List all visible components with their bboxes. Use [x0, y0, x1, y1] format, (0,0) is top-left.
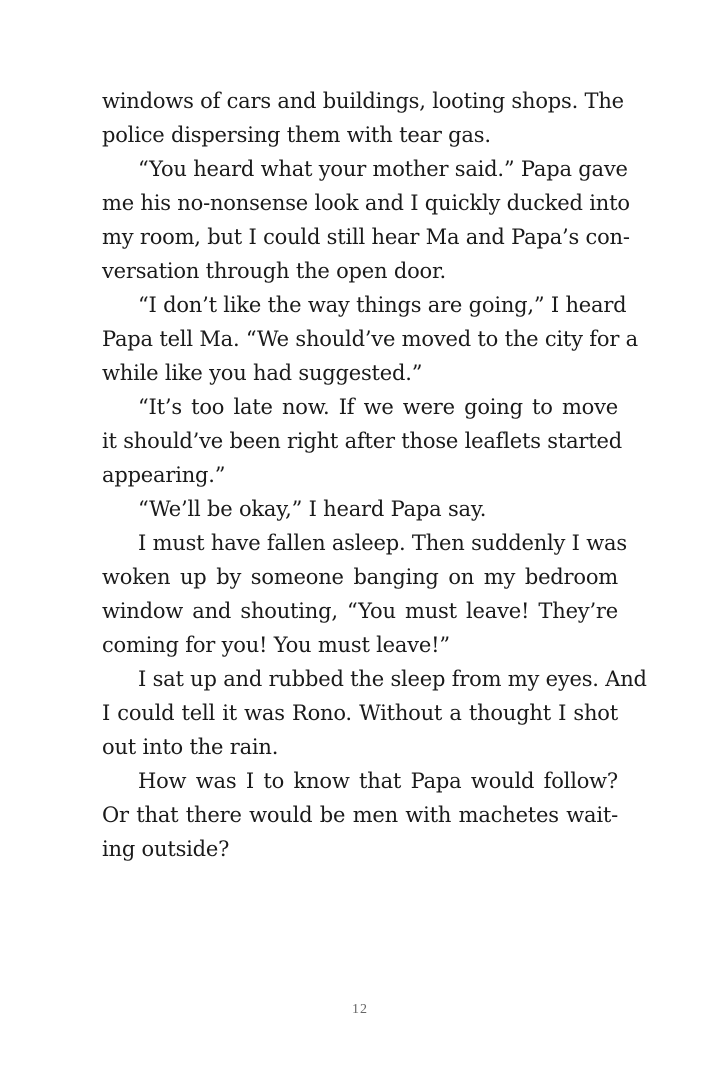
paragraph	[102, 492, 618, 526]
text-line: Papa tell Ma. “We should’ve moved to the city for a	[102, 327, 638, 351]
text-line: “I don’t like the way things are going,” I heard	[138, 293, 627, 317]
text-line: I could tell it was Rono. Without a thought I shot	[102, 701, 618, 725]
text-line: windows of cars and buildings, looting shops. The	[102, 89, 624, 113]
paragraph	[102, 526, 627, 662]
text-line: Or that there would be men with machetes wait-	[102, 803, 618, 827]
text-line: I must have fallen asleep. Then suddenly I was	[138, 531, 627, 555]
text-line: “It’s too late now. If we were going to move	[138, 395, 618, 419]
paragraph	[102, 662, 647, 764]
text-line: versation through the open door.	[102, 259, 446, 283]
text-line: appearing.”	[102, 463, 226, 487]
text-line: window and shouting, “You must leave! They’re	[102, 599, 618, 623]
text-line: out into the rain.	[102, 735, 279, 759]
text-line: “You heard what your mother said.” Papa gave	[138, 157, 628, 181]
paragraph	[102, 152, 630, 288]
text-line: my room, but I could still hear Ma and Papa’s con-	[102, 225, 630, 249]
text-line: woken up by someone banging on my bedroom	[102, 565, 618, 589]
text-line: I sat up and rubbed the sleep from my eyes. And	[138, 667, 647, 691]
text-line: it should’ve been right after those leaflets started	[102, 429, 622, 453]
paragraph	[102, 84, 624, 152]
text-line: police dispersing them with tear gas.	[102, 123, 491, 147]
text-line: “We’ll be okay,” I heard Papa say.	[138, 497, 487, 521]
text-line: How was I to know that Papa would follow?	[138, 769, 618, 793]
page-body-text	[102, 84, 647, 866]
text-line: ing outside?	[102, 837, 230, 861]
text-line: coming for you! You must leave!”	[102, 633, 450, 657]
paragraph	[102, 288, 638, 390]
paragraph	[102, 764, 618, 866]
text-line: me his no-nonsense look and I quickly ducked into	[102, 191, 630, 215]
text-line: while like you had suggested.”	[102, 361, 423, 385]
paragraph	[102, 390, 622, 492]
page-number: 12	[352, 1002, 368, 1017]
